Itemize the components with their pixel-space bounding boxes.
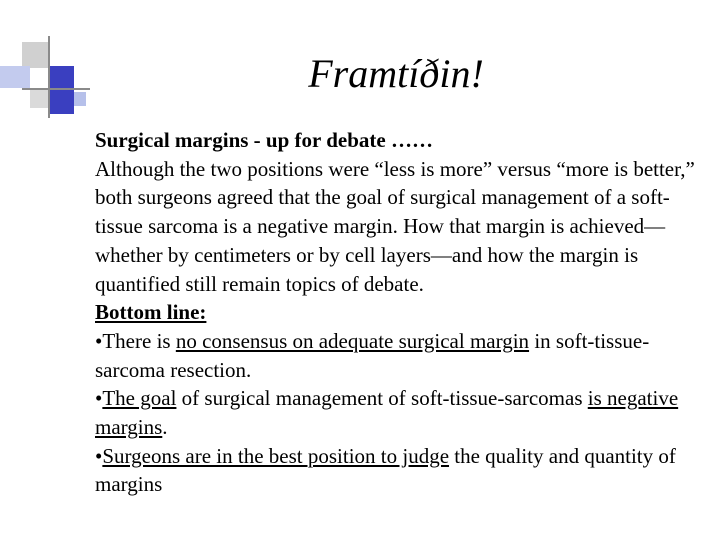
bottom-line-label: Bottom line: [95,300,207,325]
bullet-prefix: •There is [95,328,176,353]
bullet-suffix: . [162,415,168,440]
slide-body [95,126,713,499]
bullet-suffix: the quality and quantity of margins [95,443,676,497]
bullet-underlined: Surgeons are in the best position to judge [102,443,450,468]
bullet-prefix: • [95,443,103,468]
section-heading: Surgical margins - up for debate …… [95,128,433,152]
bullet-underlined: The goal [102,386,177,411]
bullet-item [95,384,713,441]
bullet-underlined: is negative margins [95,386,679,440]
bullet-item [95,442,713,499]
bullet-prefix: • [95,386,103,411]
bullet-suffix: in soft-tissue-sarcoma resection. [95,328,650,382]
bullet-item [95,327,713,384]
bullet-underlined: no consensus on adequate surgical margin [175,328,530,353]
slide-title: Framtíðin! [308,51,484,96]
paragraph-text: Although the two positions were “less is more” versus “more is better,” both surgeons agreed that the goal of surgical management of a soft-tissue sarcoma is a negative margin. How that margin is achieved—whether by centimeters or by cell layers—and how the margin is quantified still remain topics of debate. [95,156,695,296]
bullet-middle: of surgical management of soft-tissue-sarcomas [176,386,588,411]
